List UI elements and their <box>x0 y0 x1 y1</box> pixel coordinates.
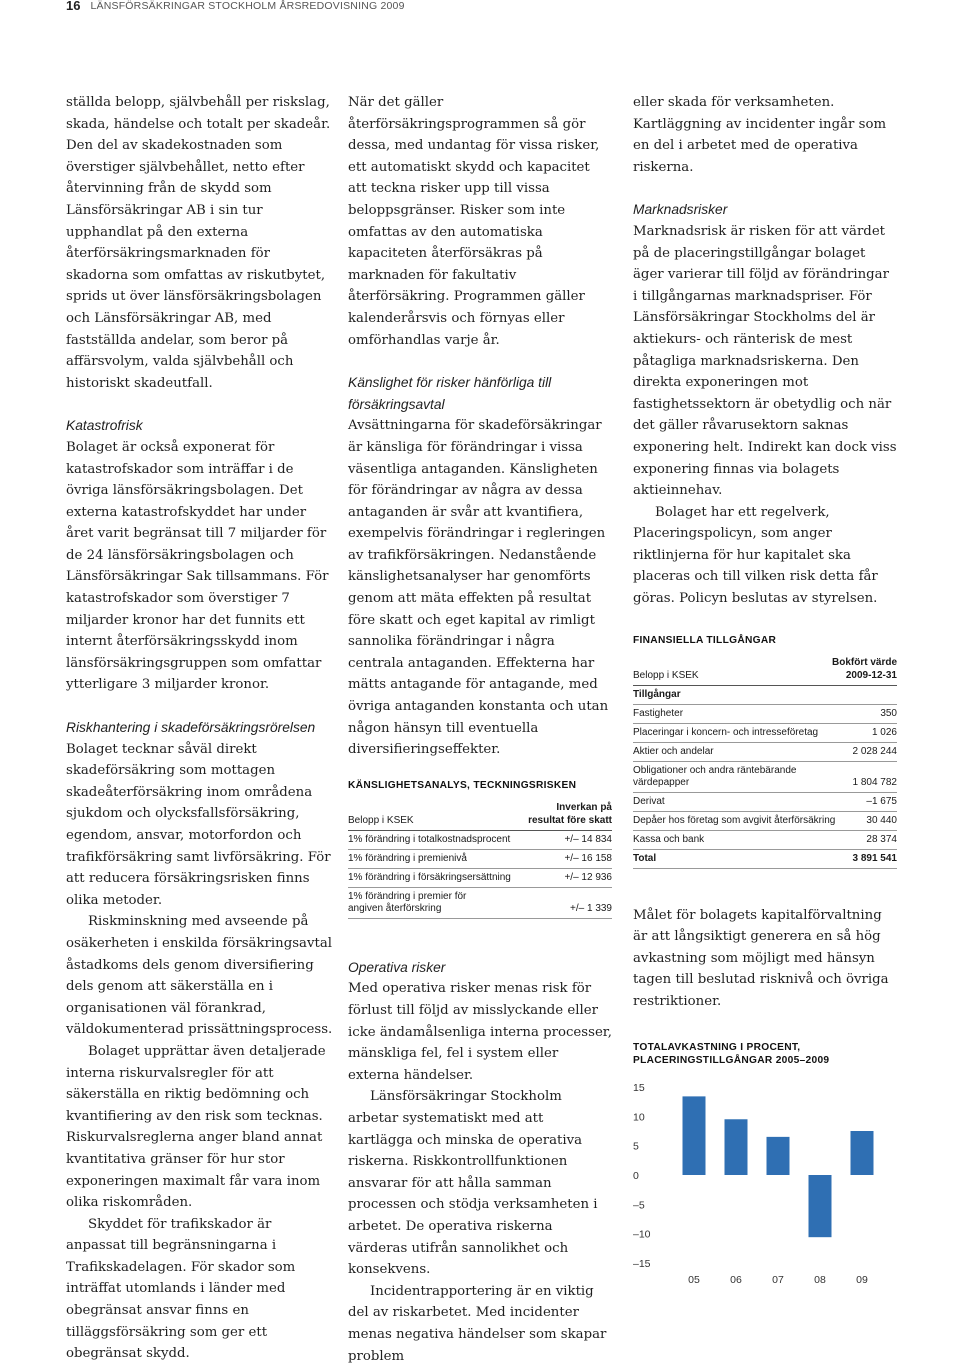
row-value: 28 374 <box>866 833 897 845</box>
y-tick-label: –5 <box>633 1198 645 1211</box>
x-tick-label: 08 <box>814 1273 826 1286</box>
paragraph: Bolaget tecknar såväl direkt skadeförsäkring som mottagen skadeåterförsäkring inom områdena sjukdom och olycksfallsförsäkring, egendom, ansvar, motorfordon och trafikförsäkring samt livförsäkring. För att reducera försäkringsrisken finns olika metoder. <box>66 741 331 908</box>
chart-title-line1: TOTALAVKASTNING I PROCENT, <box>633 1041 801 1053</box>
section-heading-operativa: Operativa risker <box>348 959 446 975</box>
section-heading-riskhantering: Riskhantering i skadeförsäkringsrörelsen <box>66 720 316 736</box>
row-label <box>348 891 466 915</box>
sensitivity-table <box>348 779 612 919</box>
row-value: 1 804 782 <box>852 776 897 788</box>
row-label: Placeringar i koncern- och intresseföretag <box>633 726 819 738</box>
row-value: +/– 1 339 <box>570 902 612 914</box>
chart-title-line2: PLACERINGSTILLGÅNGAR 2005–2009 <box>633 1054 830 1066</box>
chart-svg <box>633 1079 897 1299</box>
paragraph: Avsättningarna för skadeförsäkringar är känsliga för förändringar i vissa väsentliga antaganden. Känsligheten för förändringar av några av dessa antaganden är svår att kvantifiera, exempelvis förändringar i regleringen av trafikförsäkringen. Nedanstående känslighetsanalyser har genomförts genom att mäta effekten på resultat före skatt och eget kapital av rimligt sannolika förändringar i några centrala antaganden. Effekterna har mätts antagande för antagande, med övriga antaganden konstanta och utan någon hänsyn till eventuella diversifieringseffekter. <box>348 418 609 758</box>
paragraph: ställda belopp, självbehåll per riskslag, skada, händelse och totalt per skadeår. Den del av skadekostnaden som överstiger självbehållet, netto efter återvinning från de skydd som Länsförsäkringar AB i sin tur upphandlat på den externa återförsäkringsmarknaden för skadorna som omfattas av riskutbytet, sprids ut över länsförsäkringsbolagen och Länsförsäkringar AB, med fastställda andelar, som beror på affärsvolym, valda självbehåll och historiskt skadeutfall. <box>66 95 331 391</box>
row-label-line1: 1% förändring i premier för <box>348 890 467 902</box>
table-header-right <box>528 801 612 827</box>
row-value: 3 891 541 <box>852 852 897 864</box>
row-label: 1% förändring i premienivå <box>348 852 467 864</box>
y-tick-label: –15 <box>633 1257 651 1270</box>
page-header-bar <box>66 0 405 18</box>
return-chart <box>633 1079 897 1299</box>
column-1 <box>66 92 334 1365</box>
paragraph: eller skada för verksamheten. Kartläggning av incidenter ingår som en del i arbetet med de operativa riskerna. <box>633 95 887 175</box>
table-header <box>633 656 897 686</box>
table-header-right-line1: Bokfört värde <box>831 656 897 668</box>
y-tick-label: 0 <box>633 1169 639 1182</box>
paragraph: Bolaget har ett regelverk, Placeringspolicyn, som anger riktlinjerna för hur kapitalet ska placeras och till vilken risk detta får göras. Policyn beslutas av styrelsen. <box>633 504 878 607</box>
table-row <box>633 724 897 743</box>
table-row <box>633 705 897 724</box>
table-title: FINANSIELLA TILLGÅNGAR <box>633 634 777 646</box>
paragraph: Skyddet för trafikskador är anpassat till begränsningarna i Trafikskadelagen. För skador som inträffat utomlands i länder med obegränsat ansvar finns en tilläggsförsäkring som ger ett obegränsat skydd. <box>66 1216 296 1362</box>
row-label: 1% förändring i försäkringsersättning <box>348 871 511 883</box>
row-label: Fastigheter <box>633 707 684 719</box>
section-heading-kanslighet: Känslighet för risker hänförliga till försäkringsavtal <box>348 375 552 412</box>
bar-07 <box>767 1136 790 1174</box>
table-row <box>633 743 897 762</box>
paragraph: Med operativa risker menas risk för förlust till följd av misslyckande eller icke ändamålsenliga interna processer, mänskliga fel, fel i system eller externa händelser. <box>348 981 612 1083</box>
y-tick-label: –10 <box>633 1228 651 1241</box>
row-value: +/– 12 936 <box>564 871 612 883</box>
row-label: Depåer hos företag som avgivit återförsäkring <box>633 814 836 826</box>
row-value: 350 <box>880 707 897 719</box>
table-row <box>348 869 612 888</box>
row-label: 1% förändring i totalkostnadsprocent <box>348 833 511 845</box>
table-header-right <box>832 656 897 682</box>
row-value: 1 026 <box>871 726 897 738</box>
paragraph: Marknadsrisk är risken för att värdet på de placeringstillgångar bolaget äger varierar till följd av förändringar i tillgångarnas marknadspriser. För Länsförsäkringar Stockholms del är aktiekurs- och ränterisk de mest påtagliga marknadsriskerna. Den direkta exponeringen mot fastighetssektorn är obetydlig och när det gäller råvarusektorn saknas exponering helt. Indirekt kan dock viss exponering finnas via bolagets aktieinnehav. <box>633 223 897 499</box>
running-header: LÄNSFÖRSÄKRINGAR STOCKHOLM ÅRSREDOVISNING 2009 <box>90 0 405 12</box>
column-3 <box>633 92 897 1299</box>
row-value: –1 675 <box>866 795 897 807</box>
row-label <box>633 765 796 789</box>
table-header-left: Belopp i KSEK <box>348 814 414 826</box>
table-header <box>348 801 612 831</box>
x-tick-label: 07 <box>772 1273 784 1286</box>
table-header-left: Belopp i KSEK <box>633 669 699 681</box>
table-row <box>348 831 612 850</box>
row-value: +/– 16 158 <box>564 852 612 864</box>
paragraph: När det gäller återförsäkringsprogrammen så gör dessa, med undantag för vissa risker, ett automatiskt skydd och kapacitet att teckna risker upp till vissa beloppsgränser. Risker som inte omfattas av den automatiska kapaciteten återförsäkras på marknaden för fakultativ återförsäkring. Programmen gäller kalenderårsvis och förnyas eller omförhandlas varje år. <box>348 95 600 348</box>
table-header-right-line2: resultat före skatt <box>528 814 612 826</box>
table-row <box>633 793 897 812</box>
row-value: 30 440 <box>866 814 897 826</box>
bar-05 <box>683 1096 706 1175</box>
y-tick-label: 15 <box>633 1081 645 1094</box>
table-row <box>348 850 612 869</box>
y-tick-label: 10 <box>633 1110 645 1123</box>
paragraph: Målet för bolagets kapitalförvaltning är att långsiktigt generera en så hög avkastning som möjligt med hänsyn tagen till beslutad risknivå och övriga restriktioner. <box>633 907 889 1010</box>
financial-assets-table <box>633 634 897 869</box>
row-label: Derivat <box>633 795 665 807</box>
y-tick-label: 5 <box>633 1140 639 1153</box>
row-label: Kassa och bank <box>633 833 705 845</box>
table-total-row <box>633 850 897 869</box>
table-row <box>633 812 897 831</box>
paragraph: Bolaget är också exponerat för katastrofskador som inträffar i de övriga länsförsäkringsbolagen. Det externa katastrofskyddet har under året varit begränsat till 7 miljarder för de 24 länsförsäkringsbolagen och Länsförsäkringar Sak tillsammans. För katastrofskador som överstiger 7 miljarder kronor har det funnits ett internt återförsäkringsskydd inom länsförsäkringsgruppen som omfattar ytterligare 3 miljarder kronor. <box>66 439 329 693</box>
paragraph: Incidentrapportering är en viktig del av riskarbetet. Med incidenter menas negativa händelser som skapar problem <box>348 1283 607 1364</box>
row-label: Total <box>633 852 657 864</box>
table-row <box>633 831 897 850</box>
row-label-line2: angiven återförskring <box>348 902 442 914</box>
paragraph: Riskminskning med avseende på osäkerheten i enskilda försäkringsavtal åstadkoms dels genom diversifiering dels genom att säkerställa en i organisationen väl förankrad, väldokumenterad prissättningsprocess. <box>66 914 333 1038</box>
section-heading-katastrofrisk: Katastrofrisk <box>66 418 143 434</box>
bar-09 <box>851 1131 874 1175</box>
row-value: +/– 14 834 <box>564 833 612 845</box>
chart-title <box>633 1041 897 1067</box>
table-title: KÄNSLIGHETSANALYS, TECKNINGSRISKEN <box>348 779 577 791</box>
page-number: 16 <box>66 0 81 13</box>
bar-06 <box>725 1119 748 1175</box>
bar-08 <box>809 1175 832 1237</box>
x-tick-label: 05 <box>688 1273 700 1286</box>
column-2 <box>348 92 612 1367</box>
row-label-line2: värdepapper <box>633 776 690 788</box>
table-header-right-line1: Inverkan på <box>556 801 612 813</box>
table-header-right-line2: 2009-12-31 <box>845 669 897 681</box>
table-row <box>633 762 897 793</box>
x-tick-label: 09 <box>856 1273 868 1286</box>
paragraph: Länsförsäkringar Stockholm arbetar systematiskt med att kartlägga och minska de operativa riskerna. Riskkontrollfunktionen ansvarar för att hålla samman processen och stödja verksamheten i arbetet. De operativa riskerna värderas utifrån sannolikhet och konsekvens. <box>348 1089 598 1278</box>
table-row <box>348 888 612 919</box>
section-heading-marknadsrisker: Marknadsrisker <box>633 202 728 218</box>
row-value: 2 028 244 <box>852 745 897 757</box>
paragraph: Bolaget upprättar även detaljerade interna riskurvalsregler för att säkerställa en riktig bedömning och kvantifiering av den risk som tecknas. Riskurvalsreglerna anger bland annat kvantitativa gränser för hur stor exponeringen maximalt får vara inom olika riskområden. <box>66 1043 326 1211</box>
x-tick-label: 06 <box>730 1273 742 1286</box>
row-label: Aktier och andelar <box>633 745 714 757</box>
row-label-line1: Obligationer och andra räntebärande <box>633 764 797 776</box>
table-subheading: Tillgångar <box>633 686 897 705</box>
